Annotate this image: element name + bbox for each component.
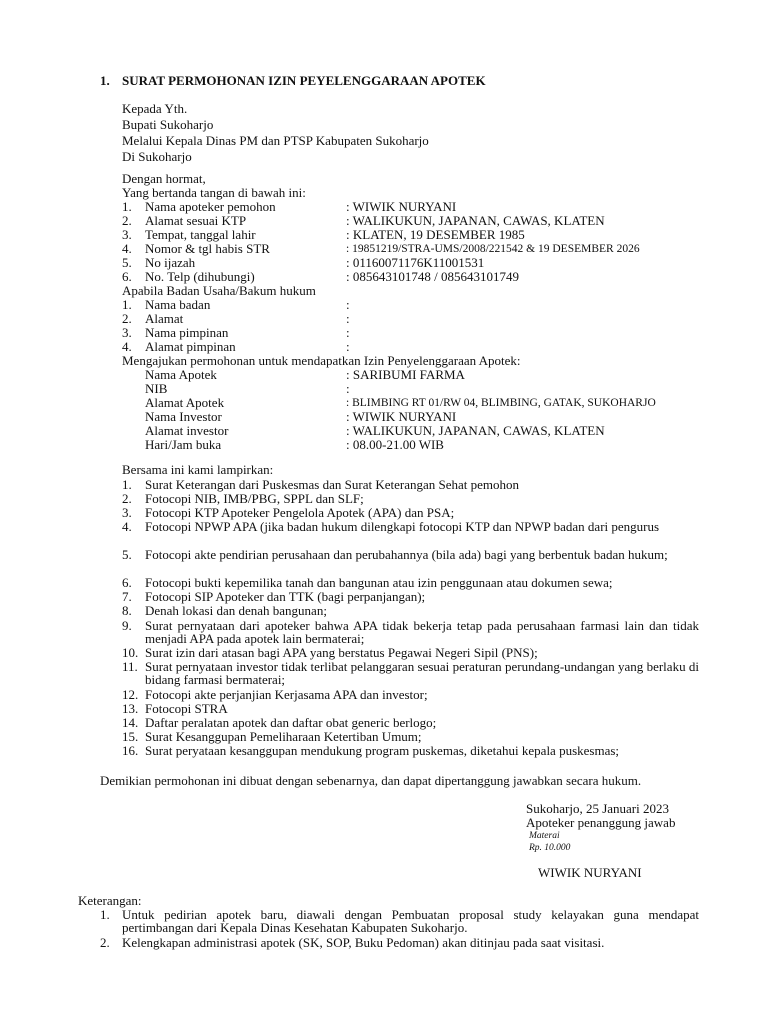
apotek-value: : SARIBUMI FARMA <box>346 367 465 382</box>
addressee-line: Kepada Yth. <box>122 101 188 116</box>
badan-heading: Apabila Badan Usaha/Bakum hukum <box>122 283 316 298</box>
intro-text: Yang bertanda tangan di bawah ini: <box>122 185 306 200</box>
apotek-value: : BLIMBING RT 01/RW 04, BLIMBING, GATAK, SUKOHARJO <box>346 397 656 409</box>
note-num: 1. <box>100 907 110 922</box>
closing-paragraph: Demikian permohonan ini dibuat dengan sebenarnya, dan dapat dipertanggung jawabkan secara hukum. <box>100 773 642 788</box>
badan-label: Alamat pimpinan <box>145 339 236 354</box>
apotek-label: Alamat Apotek <box>145 395 225 410</box>
attachment-text: Daftar peralatan apotek dan daftar obat generic berlogo; <box>145 715 437 730</box>
applicant-value: : 085643101748 / 085643101749 <box>346 269 519 284</box>
materai-label: Materai <box>529 831 560 841</box>
badan-label: Nama badan <box>145 297 211 312</box>
attachment-num: 7. <box>122 589 132 604</box>
applicant-label: Nama apoteker pemohon <box>145 199 276 214</box>
attachment-text: Fotocopi akte perjanjian Kerjasama APA dan investor; <box>145 687 428 702</box>
apotek-value: : WIWIK NURYANI <box>346 409 457 424</box>
applicant-label: Alamat sesuai KTP <box>145 213 247 228</box>
request-text: Mengajukan permohonan untuk mendapatkan Izin Penyelenggaraan Apotek: <box>122 353 521 368</box>
attachment-text: Surat pernyataan dari apoteker bahwa APA tidak bekerja tetap pada perusahaan farmasi lain dan tidak menjadi APA pada apotek lain bermaterai; <box>145 618 699 646</box>
apotek-label: NIB <box>145 381 168 396</box>
badan-value: : <box>346 325 350 340</box>
badan-value: : <box>346 297 350 312</box>
applicant-num: 1. <box>122 199 132 214</box>
attachment-text: Surat pernyataan investor tidak terlibat pelanggaran sesuai peraturan perundang-undangan yang berlaku di bidang farmasi bermaterai; <box>145 659 699 687</box>
applicant-num: 2. <box>122 213 132 228</box>
heading-number: 1. <box>100 73 110 88</box>
attachment-num: 16. <box>122 743 139 758</box>
attachment-num: 14. <box>122 715 139 730</box>
badan-value: : <box>346 311 350 326</box>
applicant-value: : WIWIK NURYANI <box>346 199 457 214</box>
attachment-num: 12. <box>122 687 139 702</box>
attachment-num: 3. <box>122 505 132 520</box>
badan-num: 2. <box>122 311 132 326</box>
applicant-label: No ijazah <box>145 255 196 270</box>
signer-name: WIWIK NURYANI <box>538 865 642 880</box>
applicant-label: Tempat, tanggal lahir <box>145 227 256 242</box>
attachment-num: 4. <box>122 519 132 534</box>
badan-num: 3. <box>122 325 132 340</box>
attachment-text: Fotocopi NPWP APA (jika badan hukum dilengkapi fotocopi KTP dan NPWP badan dari pengurus <box>145 519 660 534</box>
attachment-num: 6. <box>122 575 132 590</box>
attachment-text: Surat izin dari atasan bagi APA yang berstatus Pegawai Negeri Sipil (PNS); <box>145 645 538 660</box>
apotek-label: Hari/Jam buka <box>145 437 222 452</box>
applicant-num: 6. <box>122 269 132 284</box>
apotek-value: : WALIKUKUN, JAPANAN, CAWAS, KLATEN <box>346 423 605 438</box>
attachment-num: 5. <box>122 547 132 562</box>
attachment-text: Fotocopi akte pendirian perusahaan dan perubahannya (bila ada) bagi yang berbentuk badan hukum; <box>145 547 668 562</box>
attachment-text: Surat Kesanggupan Pemeliharaan Ketertiban Umum; <box>145 729 422 744</box>
badan-label: Nama pimpinan <box>145 325 229 340</box>
badan-num: 4. <box>122 339 132 354</box>
attachment-text: Fotocopi SIP Apoteker dan TTK (bagi perpanjangan); <box>145 589 426 604</box>
addressee-line: Bupati Sukoharjo <box>122 117 214 132</box>
notes-heading: Keterangan: <box>78 893 142 908</box>
attachment-text: Fotocopi STRA <box>145 701 228 716</box>
signer-role: Apoteker penanggung jawab <box>526 815 676 830</box>
addressee-line: Di Sukoharjo <box>122 149 192 164</box>
applicant-label: Nomor & tgl habis STR <box>145 241 270 256</box>
applicant-num: 5. <box>122 255 132 270</box>
note-text: Kelengkapan administrasi apotek (SK, SOP, Buku Pedoman) akan ditinjau pada saat visitasi. <box>122 935 605 950</box>
attachment-num: 8. <box>122 603 132 618</box>
attachment-text: Surat peryataan kesanggupan mendukung program puskemas, diketahui kepala puskesmas; <box>145 743 620 758</box>
applicant-value: : 19851219/STRA-UMS/2008/221542 & 19 DESEMBER 2026 <box>346 243 640 255</box>
attachment-num: 10. <box>122 645 139 660</box>
note-text: Untuk pedirian apotek baru, diawali dengan Pembuatan proposal study kelayakan guna mendapat pertimbangan dari Kepala Dinas Kesehatan Kabupaten Sukoharjo. <box>122 907 699 935</box>
note-num: 2. <box>100 935 110 950</box>
apotek-value: : 08.00-21.00 WIB <box>346 437 444 452</box>
apotek-label: Nama Investor <box>145 409 222 424</box>
document-title: SURAT PERMOHONAN IZIN PEYELENGGARAAN APOTEK <box>122 73 486 88</box>
applicant-value: : 01160071176K11001531 <box>346 255 485 270</box>
applicant-num: 3. <box>122 227 132 242</box>
badan-num: 1. <box>122 297 132 312</box>
apotek-value: : <box>346 381 350 396</box>
attachment-num: 11. <box>122 659 138 674</box>
attachment-num: 2. <box>122 491 132 506</box>
apotek-label: Nama Apotek <box>145 367 217 382</box>
applicant-num: 4. <box>122 241 132 256</box>
place-date: Sukoharjo, 25 Januari 2023 <box>526 801 669 816</box>
applicant-value: : KLATEN, 19 DESEMBER 1985 <box>346 227 525 242</box>
attachments-intro: Bersama ini kami lampirkan: <box>122 462 274 477</box>
attachment-text: Fotocopi KTP Apoteker Pengelola Apotek (APA) dan PSA; <box>145 505 455 520</box>
apotek-label: Alamat investor <box>145 423 229 438</box>
materai-value: Rp. 10.000 <box>529 843 571 853</box>
attachment-text: Surat Keterangan dari Puskesmas dan Surat Keterangan Sehat pemohon <box>145 477 520 492</box>
applicant-value: : WALIKUKUN, JAPANAN, CAWAS, KLATEN <box>346 213 605 228</box>
attachment-num: 13. <box>122 701 139 716</box>
attachment-num: 9. <box>122 618 132 633</box>
attachment-text: Denah lokasi dan denah bangunan; <box>145 603 327 618</box>
badan-label: Alamat <box>145 311 184 326</box>
attachment-text: Fotocopi NIB, IMB/PBG, SPPL dan SLF; <box>145 491 364 506</box>
attachment-num: 1. <box>122 477 132 492</box>
applicant-label: No. Telp (dihubungi) <box>145 269 255 284</box>
attachment-text: Fotocopi bukti kepemilika tanah dan bangunan atau izin penggunaan atau dokumen sewa; <box>145 575 613 590</box>
attachment-num: 15. <box>122 729 139 744</box>
greeting: Dengan hormat, <box>122 171 206 186</box>
addressee-line: Melalui Kepala Dinas PM dan PTSP Kabupaten Sukoharjo <box>122 133 429 148</box>
badan-value: : <box>346 339 350 354</box>
